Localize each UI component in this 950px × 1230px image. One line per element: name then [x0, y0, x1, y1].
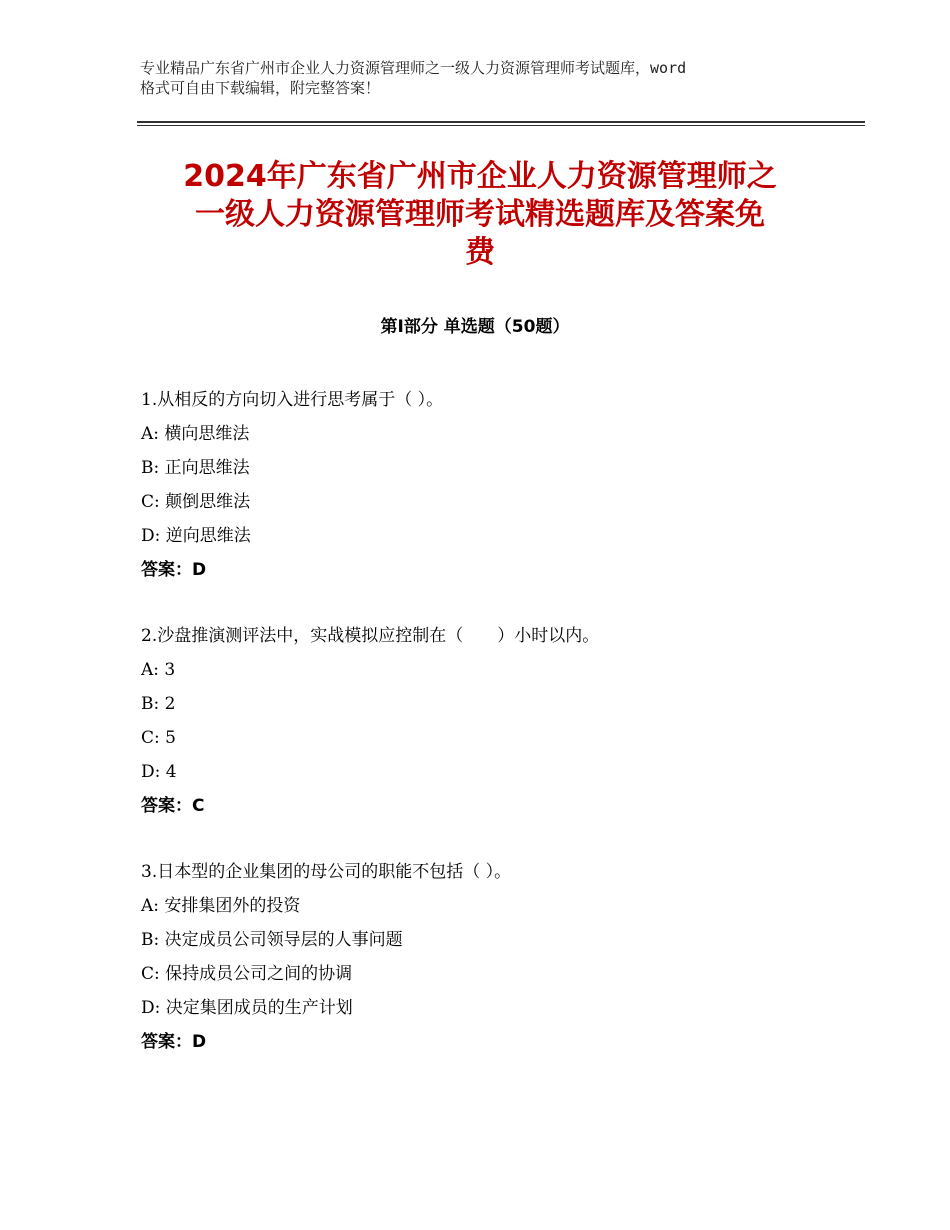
option-a: A: 3: [141, 660, 176, 680]
title-line: 2024年广东省广州市企业人力资源管理师之: [183, 159, 777, 194]
option-a: A: 横向思维法: [141, 424, 250, 444]
option-d: D: 决定集团成员的生产计划: [141, 998, 353, 1018]
option-b: B: 2: [141, 694, 176, 714]
option-d: D: 逆向思维法: [141, 526, 251, 546]
question-2: [141, 619, 861, 823]
option-a: A: 安排集团外的投资: [141, 896, 301, 916]
option-c: C: 保持成员公司之间的协调: [141, 964, 353, 984]
title-line: 费: [465, 235, 495, 270]
option-c: C: 5: [141, 728, 176, 748]
option-c: C: 颠倒思维法: [141, 492, 251, 512]
question-1: [141, 383, 861, 587]
header-note: [140, 58, 820, 98]
answer: 答案：C: [141, 796, 205, 816]
header-rule-thick: [137, 121, 865, 123]
question-stem: 2.沙盘推演测评法中，实战模拟应控制在（ ）小时以内。: [141, 626, 600, 646]
section-title: 第Ⅰ部分 单选题（50题）: [380, 317, 570, 337]
header-note-line: 格式可自由下载编辑，附完整答案！: [140, 79, 381, 97]
header-rule-thin: [137, 125, 865, 126]
answer: 答案：D: [141, 560, 207, 580]
question-stem: 3.日本型的企业集团的母公司的职能不包括（ ）。: [141, 862, 512, 882]
question-list: [141, 383, 861, 1091]
option-b: B: 正向思维法: [141, 458, 250, 478]
document-title: [130, 158, 830, 272]
header-note-line: 专业精品广东省广州市企业人力资源管理师之一级人力资源管理师考试题库，word: [140, 59, 687, 77]
answer: 答案：D: [141, 1032, 207, 1052]
title-line: 一级人力资源管理师考试精选题库及答案免: [195, 197, 765, 232]
question-3: [141, 855, 861, 1059]
option-b: B: 决定成员公司领导层的人事问题: [141, 930, 403, 950]
question-stem: 1.从相反的方向切入进行思考属于（ ）。: [141, 390, 444, 410]
option-d: D: 4: [141, 762, 177, 782]
